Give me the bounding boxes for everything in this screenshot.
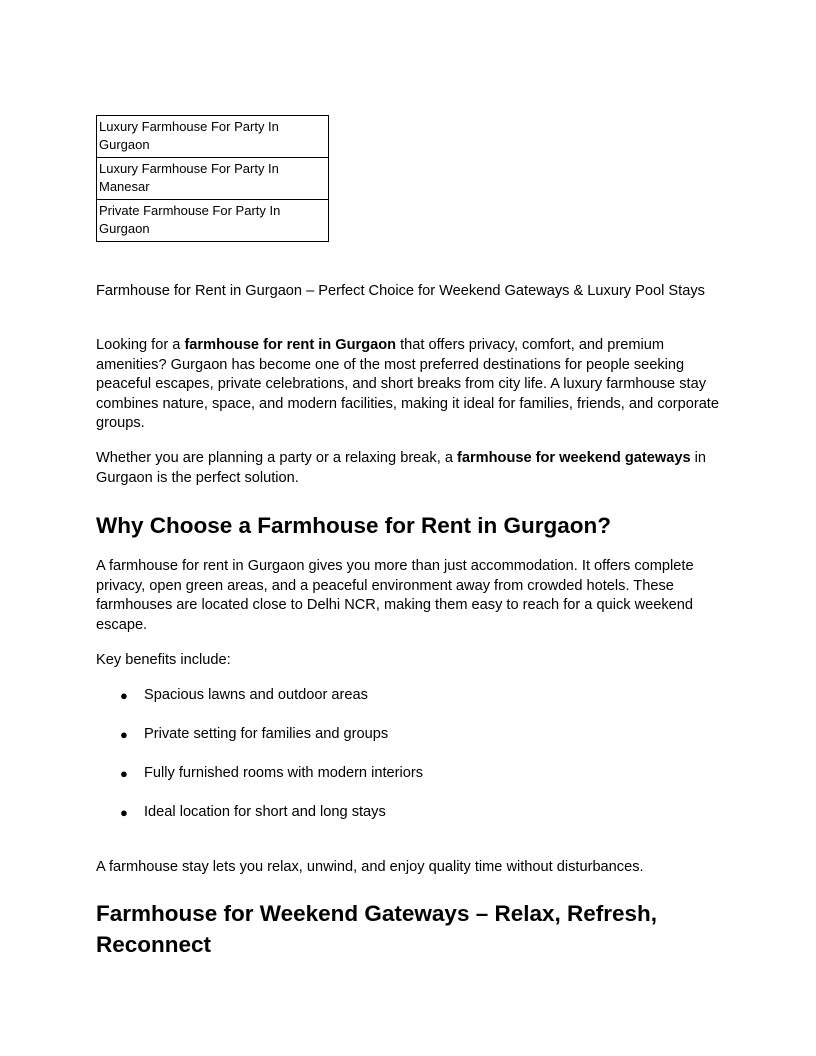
table-row: [97, 200, 329, 242]
intro-rest: that offers privacy, comfort, and premium amenities? Gurgaon has become one of the most preferred destinations for people seeking peaceful escapes, private celebrations, and short breaks from city life. A luxury farmhouse stay combines nature, space, and modern facilities, making it ideal for families, friends, and corporate groups.: [96, 337, 719, 431]
closing-paragraph: A farmhouse stay lets you relax, unwind, and enjoy quality time without disturbances.: [96, 859, 644, 875]
list-item: [96, 803, 696, 842]
list-item: [96, 686, 696, 725]
document-subtitle: Farmhouse for Rent in Gurgaon – Perfect Choice for Weekend Gateways & Luxury Pool Stays: [96, 283, 705, 299]
weekend-lead: Whether you are planning a party or a relaxing break, a: [96, 450, 457, 466]
list-item: [96, 725, 696, 764]
weekend-bold-keyword: farmhouse for weekend gateways: [457, 450, 691, 466]
benefits-intro: Key benefits include:: [96, 652, 231, 668]
weekend-rest: in Gurgaon is the perfect solution.: [96, 450, 707, 486]
list-item-text: Spacious lawns and outdoor areas: [144, 687, 368, 703]
table-cell: Luxury Farmhouse For Party In Gurgaon: [97, 116, 329, 158]
why-choose-paragraph: A farmhouse for rent in Gurgaon gives you more than just accommodation. It offers complete privacy, open green areas, and a peaceful environment away from crowded hotels. These farmhouses are located close to Delhi NCR, making them easy to reach for a quick weekend escape.: [96, 558, 694, 633]
intro-paragraph: [96, 336, 726, 434]
bullet-icon: ●: [120, 766, 128, 781]
benefits-list: [96, 686, 696, 842]
table-row: [97, 158, 329, 200]
weekend-paragraph: [96, 449, 726, 488]
bullet-icon: ●: [120, 805, 128, 820]
section-heading-weekend-gateways: Farmhouse for Weekend Gateways – Relax, Refresh, Reconnect: [96, 901, 658, 957]
table-cell: Luxury Farmhouse For Party In Manesar: [97, 158, 329, 200]
list-item-text: Ideal location for short and long stays: [144, 804, 386, 820]
intro-bold-keyword: farmhouse for rent in Gurgaon: [184, 337, 397, 353]
section-heading-why-choose: Why Choose a Farmhouse for Rent in Gurgaon?: [96, 513, 612, 538]
bullet-icon: ●: [120, 688, 128, 703]
list-item-text: Fully furnished rooms with modern interiors: [144, 765, 424, 781]
list-item: [96, 764, 696, 803]
table-row: [97, 116, 329, 158]
intro-lead: Looking for a: [96, 337, 185, 353]
list-item-text: Private setting for families and groups: [144, 726, 389, 742]
table-cell: Private Farmhouse For Party In Gurgaon: [97, 200, 329, 242]
bullet-icon: ●: [120, 727, 128, 742]
farmhouse-links-table: [96, 115, 329, 242]
